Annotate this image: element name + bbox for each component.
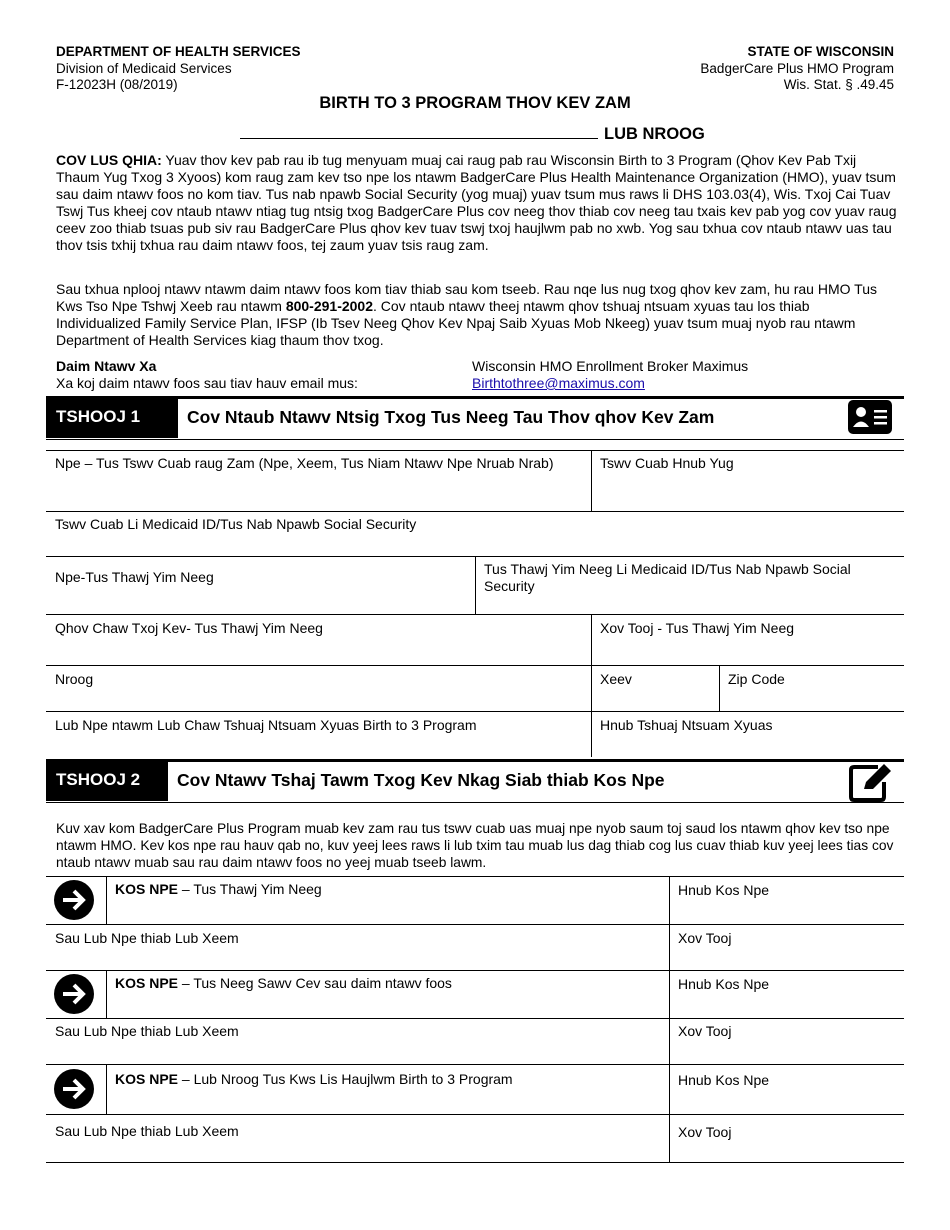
recipient-name: Wisconsin HMO Enrollment Broker Maximus bbox=[472, 358, 749, 374]
contact-paragraph bbox=[56, 281, 898, 349]
program-name: BadgerCare Plus HMO Program bbox=[700, 60, 894, 76]
edit-pen-icon bbox=[848, 760, 894, 802]
section-2-title: Cov Ntawv Tshaj Tawm Txog Kev Nkag Siab thiab Kos Npe bbox=[177, 770, 665, 790]
signature-label: KOS NPE bbox=[115, 881, 179, 897]
print-name-3-field[interactable]: Sau Lub Npe thiab Lub Xeem bbox=[55, 1123, 239, 1139]
signature-2-field[interactable] bbox=[106, 971, 669, 996]
phone-2-field[interactable]: Xov Tooj bbox=[678, 1023, 732, 1039]
section-1-header bbox=[46, 396, 904, 438]
section-1-label: TSHOOJ 1 bbox=[46, 396, 178, 438]
agency-header bbox=[56, 44, 301, 94]
section-2-header bbox=[46, 759, 904, 801]
assessment-date-field[interactable]: Hnub Tshuaj Ntsuam Xyuas bbox=[600, 717, 773, 733]
signature-label: KOS NPE bbox=[115, 975, 179, 991]
signature-1-field[interactable] bbox=[106, 877, 669, 902]
member-dob-field[interactable]: Tswv Cuab Hnub Yug bbox=[600, 455, 734, 471]
instructions-lead: COV LUS QHIA: bbox=[56, 152, 162, 168]
division-name: Division of Medicaid Services bbox=[56, 60, 232, 76]
form-number: F-12023H (08/2019) bbox=[56, 77, 178, 92]
contact-text-2: . Cov ntaub ntawv theej ntawm qhov tshuaj ntsuam xyuas tau los thiab Individualized Family Service Plan, IFSP (Ib Tsev Neeg Qhov Kev Npaj Saib Xyuas Mob Nkeeg) yuav tsum muaj nyob rau ntawm Department of Health Services kiag thaum thov txog. bbox=[56, 298, 856, 348]
phone-1-field[interactable]: Xov Tooj bbox=[678, 930, 732, 946]
send-sublabel: Xa koj daim ntawv foos sau tiav hauv email mus: bbox=[56, 375, 358, 391]
state-header bbox=[700, 44, 894, 94]
signature-role: – Lub Nroog Tus Kws Lis Haujlwm Birth to 3 Program bbox=[178, 1071, 513, 1087]
send-recipient bbox=[472, 358, 748, 392]
county-line bbox=[240, 124, 705, 144]
email-link[interactable]: Birthtothree@maximus.com bbox=[472, 375, 645, 391]
city-field[interactable]: Nroog bbox=[55, 671, 94, 687]
phone-3-field[interactable]: Xov Tooj bbox=[678, 1124, 732, 1140]
arrow-right-icon bbox=[54, 974, 94, 1014]
head-name-field[interactable]: Npe-Tus Thawj Yim Neeg bbox=[55, 569, 214, 585]
assessment-agency-field[interactable]: Lub Npe ntawm Lub Chaw Tshuaj Ntsuam Xyuas Birth to 3 Program bbox=[55, 717, 477, 733]
state-name: STATE OF WISCONSIN bbox=[747, 44, 894, 59]
member-id-field[interactable]: Tswv Cuab Li Medicaid ID/Tus Nab Npawb Social Security bbox=[55, 516, 417, 532]
instructions-paragraph bbox=[56, 152, 898, 254]
section-2-label: TSHOOJ 2 bbox=[46, 759, 168, 801]
print-name-2-field[interactable]: Sau Lub Npe thiab Lub Xeem bbox=[55, 1023, 239, 1039]
zip-field[interactable]: Zip Code bbox=[728, 671, 785, 687]
state-field[interactable]: Xeev bbox=[600, 671, 632, 687]
department-name: DEPARTMENT OF HEALTH SERVICES bbox=[56, 44, 301, 59]
signature-label: KOS NPE bbox=[115, 1071, 179, 1087]
section-2-intro: Kuv xav kom BadgerCare Plus Program muab kev zam rau tus tswv cuab uas muaj npe nyob saum toj saud los ntawm qhov kev tso npe ntawm HMO. Kev kos npe rau hauv qab no, kuv yeej lees raws li lub txim tau muab lus dag thiab cog lus cuav thiab kuv yeej lees tias cov ntaub ntawv muab sau rau daim ntawv foos no yeej muab tseeb lawm. bbox=[56, 821, 894, 870]
statute: Wis. Stat. § .49.45 bbox=[783, 77, 894, 92]
head-address-field[interactable]: Qhov Chaw Txoj Kev- Tus Thawj Yim Neeg bbox=[55, 620, 323, 636]
signature-role: – Tus Neeg Sawv Cev sau daim ntawv foos bbox=[178, 975, 452, 991]
phone-number: 800-291-2002 bbox=[285, 298, 373, 314]
send-info bbox=[56, 358, 358, 392]
contact-card-icon bbox=[848, 400, 892, 434]
arrow-right-icon bbox=[54, 1069, 94, 1109]
section-1-title: Cov Ntaub Ntawv Ntsig Txog Tus Neeg Tau Thov qhov Kev Zam bbox=[187, 407, 715, 427]
head-phone-field[interactable]: Xov Tooj - Tus Thawj Yim Neeg bbox=[600, 620, 795, 636]
signature-1-date-field[interactable]: Hnub Kos Npe bbox=[678, 882, 770, 898]
signature-2-date-field[interactable]: Hnub Kos Npe bbox=[678, 976, 770, 992]
county-input-line[interactable] bbox=[240, 124, 598, 139]
head-id-field[interactable]: Tus Thawj Yim Neeg Li Medicaid ID/Tus Nab Npawb Social Security bbox=[484, 561, 851, 594]
instructions-body: Yuav thov kev pab rau ib tug menyuam muaj cai raug pab rau Wisconsin Birth to 3 Program (Qhov Kev Pab Txij Thaum Yug Txog 3 Xyoos) kom raug zam kev tso npe los ntawm BadgerCare Plus Health Maintenance Organization (HMO), yuav tsum sau daim ntawv foos no kom tiav. Tus nab npawb Social Security (yog muaj) yuav tsum mus raws li DHS 103.03(4), Wis. Txoj Cai Tuav Tswj Tus kheej cov ntaub ntawv ntiag tug ntsig txog BadgerCare Plus cov neeg thov thiab cov neeg tau txais kev pab yog cov yuav raug ceev zoo thiab tsuas pub siv rau BadgerCare Plus qhov kev tuav tswj txoj haujlwm pab no xwb. Yog sau txhua cov ntaub ntawv uas tau thov tsis txhij txhua rau daim ntawv foos, tej zaum yuav tsis raug zam. bbox=[56, 152, 897, 253]
signature-3-date-field[interactable]: Hnub Kos Npe bbox=[678, 1072, 770, 1088]
form-title: BIRTH TO 3 PROGRAM THOV KEV ZAM bbox=[319, 94, 631, 112]
signature-role: – Tus Thawj Yim Neeg bbox=[178, 881, 322, 897]
send-label: Daim Ntawv Xa bbox=[56, 358, 157, 374]
contact-text-1: Sau txhua nplooj ntawv ntawm daim ntawv foos kom tiav thiab sau kom tseeb. Rau nqe lus nug txog qhov kev zam, hu rau HMO Tus Kws Tso Npe Tshwj Xeeb rau ntawm bbox=[56, 281, 877, 314]
arrow-right-icon bbox=[54, 880, 94, 920]
print-name-1-field[interactable]: Sau Lub Npe thiab Lub Xeem bbox=[55, 930, 239, 946]
county-label: LUB NROOG bbox=[604, 125, 705, 143]
member-name-field[interactable]: Npe – Tus Tswv Cuab raug Zam (Npe, Xeem, Tus Niam Ntawv Npe Nruab Nrab) bbox=[55, 455, 554, 471]
signature-3-field[interactable] bbox=[106, 1067, 669, 1092]
